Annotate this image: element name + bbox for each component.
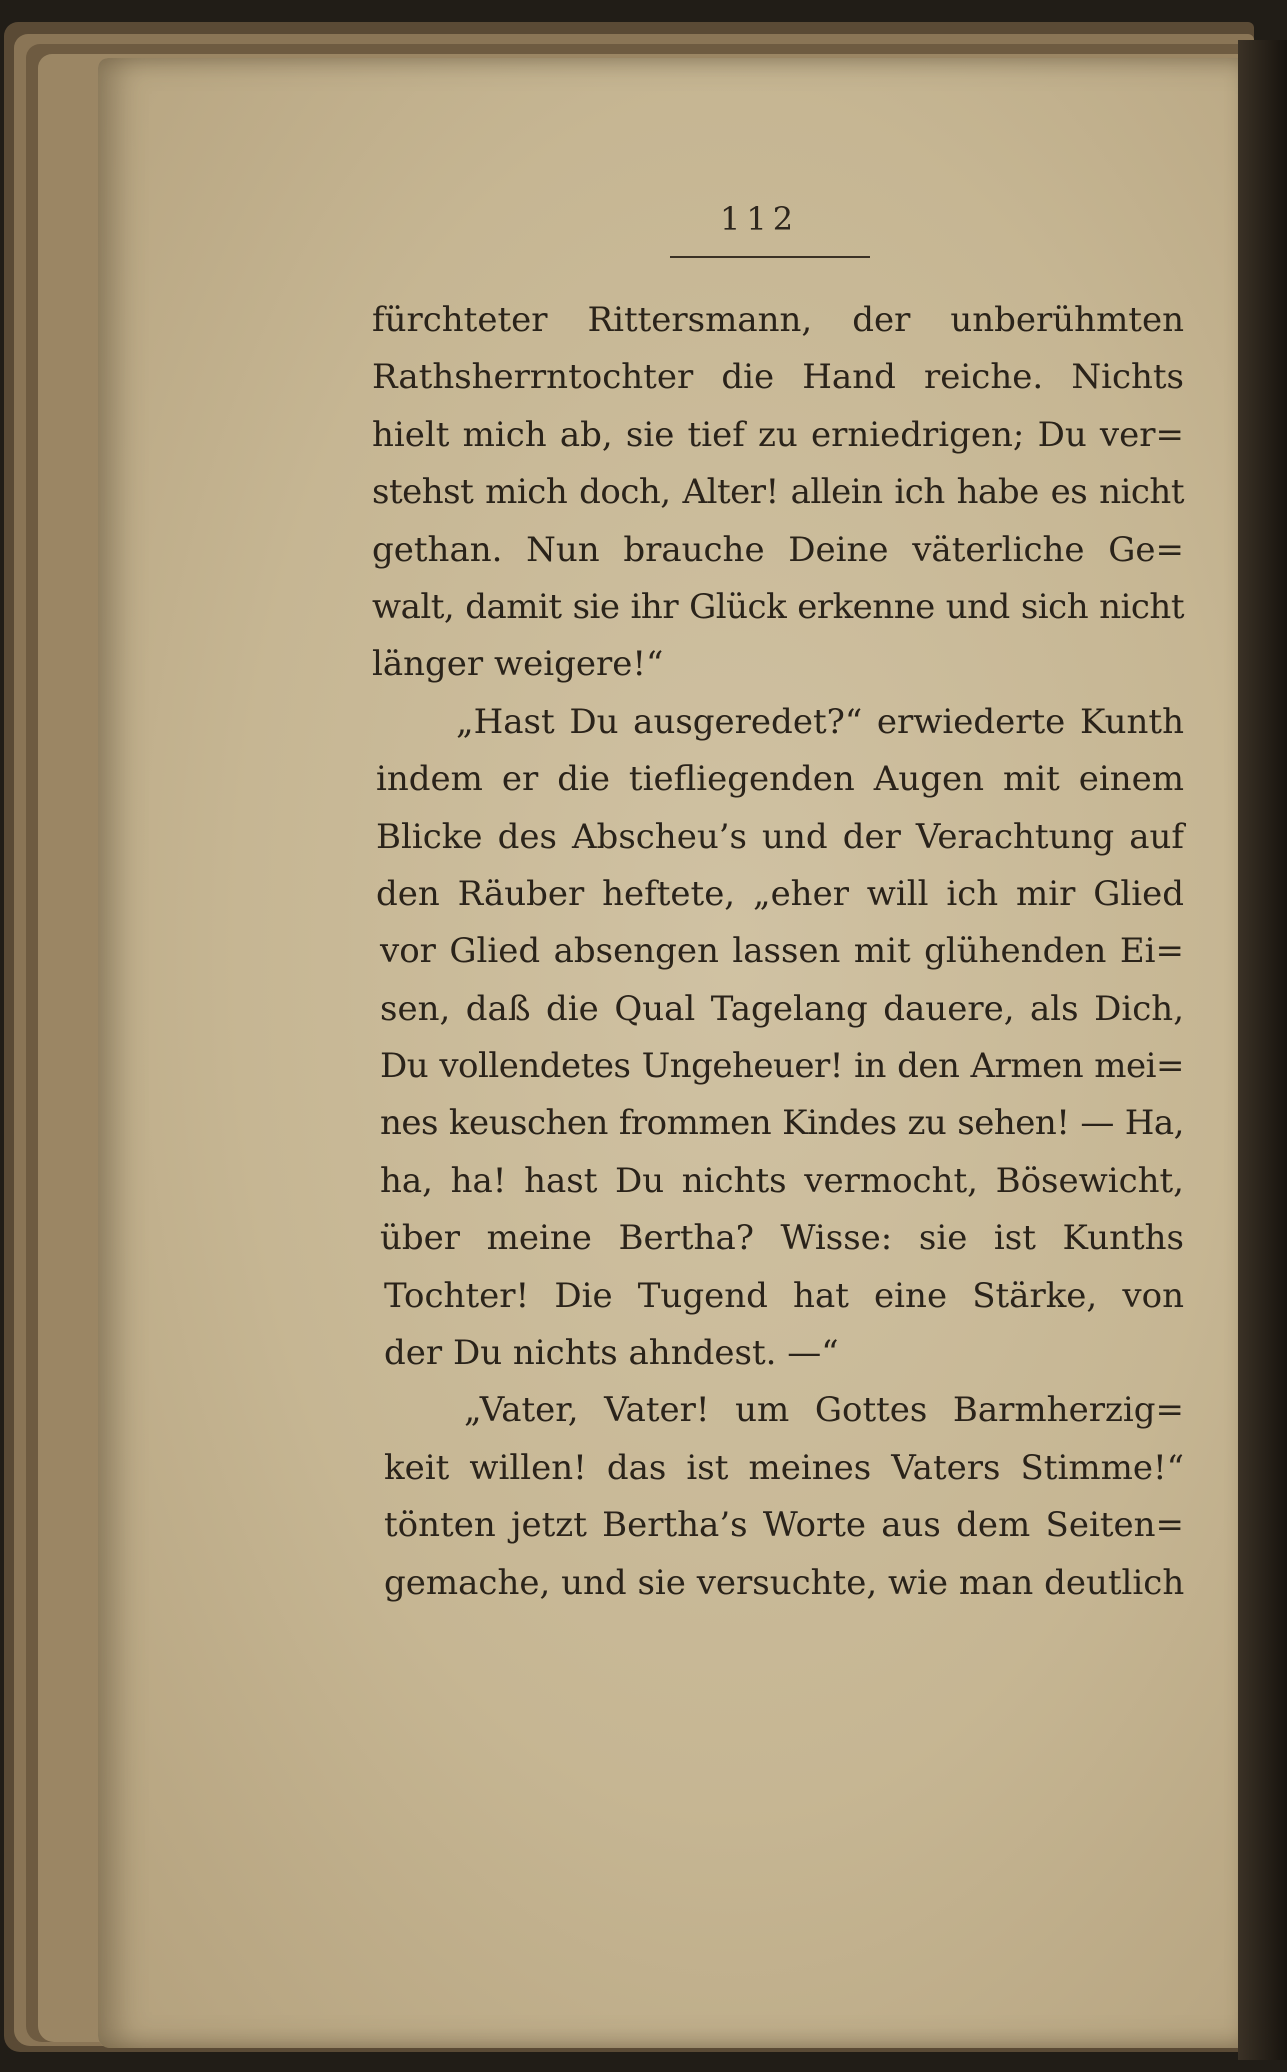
text-line: länger weigere!“ — [372, 644, 664, 685]
text-line: den Räuber heftete, „eher will ich mir Glied — [376, 873, 1184, 914]
header-rule — [670, 256, 870, 258]
text-line: stehst mich doch, Alter! allein ich habe es nicht — [372, 472, 1184, 513]
text-line: nes keuschen frommen Kindes zu sehen! — Ha, — [380, 1103, 1184, 1144]
text-line: über meine Bertha? Wisse: sie ist Kunths — [380, 1218, 1184, 1259]
text-line: keit willen! das ist meines Vaters Stimme!“ — [384, 1447, 1184, 1488]
text-line: gethan. Nun brauche Deine väterliche Ge= — [372, 529, 1184, 570]
text-line: ha, ha! hast Du nichts vermocht, Bösewicht, — [380, 1160, 1184, 1201]
body-text — [372, 292, 1184, 1612]
text-line: Tochter! Die Tugend hat eine Stärke, von — [384, 1275, 1184, 1316]
spine-shadow — [1238, 40, 1287, 2060]
text-line: vor Glied absengen lassen mit glühenden Ei= — [380, 931, 1184, 972]
text-line: walt, damit sie ihr Glück erkenne und sich nicht — [372, 586, 1184, 627]
text-line: „Vater, Vater! um Gottes Barmherzig= — [464, 1390, 1184, 1431]
text-line: Du vollendetes Ungeheuer! in den Armen mei= — [380, 1046, 1184, 1087]
text-line: indem er die tiefliegenden Augen mit einem — [376, 759, 1184, 800]
text-line: fürchteter Rittersmann, der unberühmten — [372, 300, 1184, 340]
text-line: sen, daß die Qual Tagelang dauere, als Dich, — [380, 988, 1184, 1029]
text-line: gemache, und sie versuchte, wie man deutlich — [384, 1562, 1185, 1603]
text-line: der Du nichts ahndest. —“ — [384, 1333, 839, 1374]
text-line: hielt mich ab, sie tief zu erniedrigen; Du ver= — [372, 414, 1184, 455]
text-line: tönten jetzt Bertha’s Worte aus dem Seiten= — [384, 1505, 1184, 1546]
text-line: Rathsherrntochter die Hand reiche. Nichts — [372, 357, 1184, 398]
text-line: Blicke des Abscheu’s und der Verachtung auf — [376, 816, 1184, 857]
page-number: 112 — [720, 200, 800, 238]
text-line: „Hast Du ausgeredet?“ erwiederte Kunth — [456, 701, 1184, 742]
